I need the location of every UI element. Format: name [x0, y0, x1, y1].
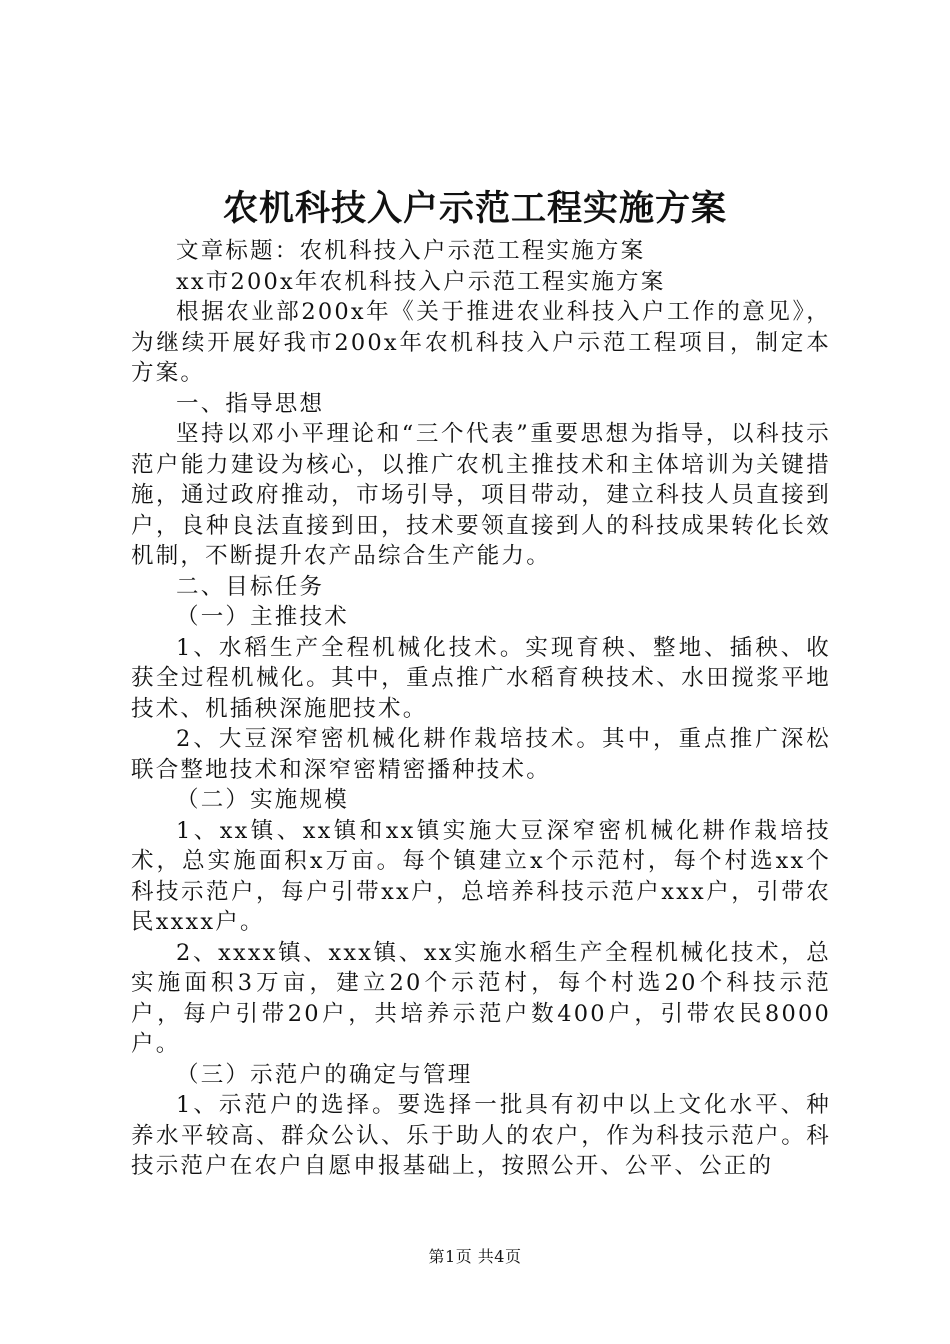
document-title: 农机科技入户示范工程实施方案: [222, 189, 727, 229]
subheading-main-technology: （一）主推技术: [176, 604, 349, 630]
paragraph-soybean-scale: 1、xx镇、xx镇和xx镇实施大豆深窄密机械化耕作栽培技术，总实施面积x万亩。每个镇建立x个示范村，每个村选xx个科技示范户，每户引带xx户，总培养科技示范户xxx户，引带农民xxxx户。: [131, 817, 831, 935]
paragraph-rice-mechanization: 1、水稻生产全程机械化技术。实现育秧、整地、插秧、收获全过程机械化。其中，重点推广水稻育秧技术、水田搅浆平地技术、机插秧深施肥技术。: [131, 634, 831, 722]
paragraph-article-title: 文章标题：农机科技入户示范工程实施方案: [176, 238, 646, 264]
heading-guiding-ideology: 一、指导思想: [176, 390, 325, 417]
paragraph-guiding-ideology: 坚持以邓小平理论和“三个代表”重要思想为指导，以科技示范户能力建设为核心，以推广农机主推技术和主体培训为关键措施，通过政府推动，市场引导，项目带动，建立科技人员直接到户，良种良法直接到田，技术要领直接到人的科技成果转化长效机制，不断提升农产品综合生产能力。: [131, 421, 831, 569]
document-body: [131, 236, 831, 1182]
subheading-demo-household-management: （三）示范户的确定与管理: [176, 1061, 473, 1088]
subheading-implementation-scale: （二）实施规模: [176, 787, 349, 813]
page-footer: 第1页 共4页: [428, 1247, 522, 1266]
paragraph-demo-household-selection: 1、示范户的选择。要选择一批具有初中以上文化水平、种养水平较高、群众公认、乐于助人的农户，作为科技示范户。科技示范户在农户自愿申报基础上，按照公开、公平、公正的: [131, 1092, 831, 1179]
heading-goals-tasks: 二、目标任务: [176, 573, 325, 600]
paragraph-rice-scale: 2、xxxx镇、xxx镇、xx实施水稻生产全程机械化技术，总实施面积3万亩，建立20个示范村，每个村选20个科技示范户，每户引带20户，共培养示范户数400户，引带农民8000户。: [131, 939, 831, 1057]
paragraph-plan-name: xx市200x年农机科技入户示范工程实施方案: [176, 268, 666, 295]
paragraph-soybean-cultivation: 2、大豆深窄密机械化耕作栽培技术。其中，重点推广深松联合整地技术和深窄密精密播种技术。: [131, 726, 831, 783]
paragraph-intro: 根据农业部200x年《关于推进农业科技入户工作的意见》，为继续开展好我市200x年农机科技入户示范工程项目，制定本方案。: [131, 299, 831, 386]
